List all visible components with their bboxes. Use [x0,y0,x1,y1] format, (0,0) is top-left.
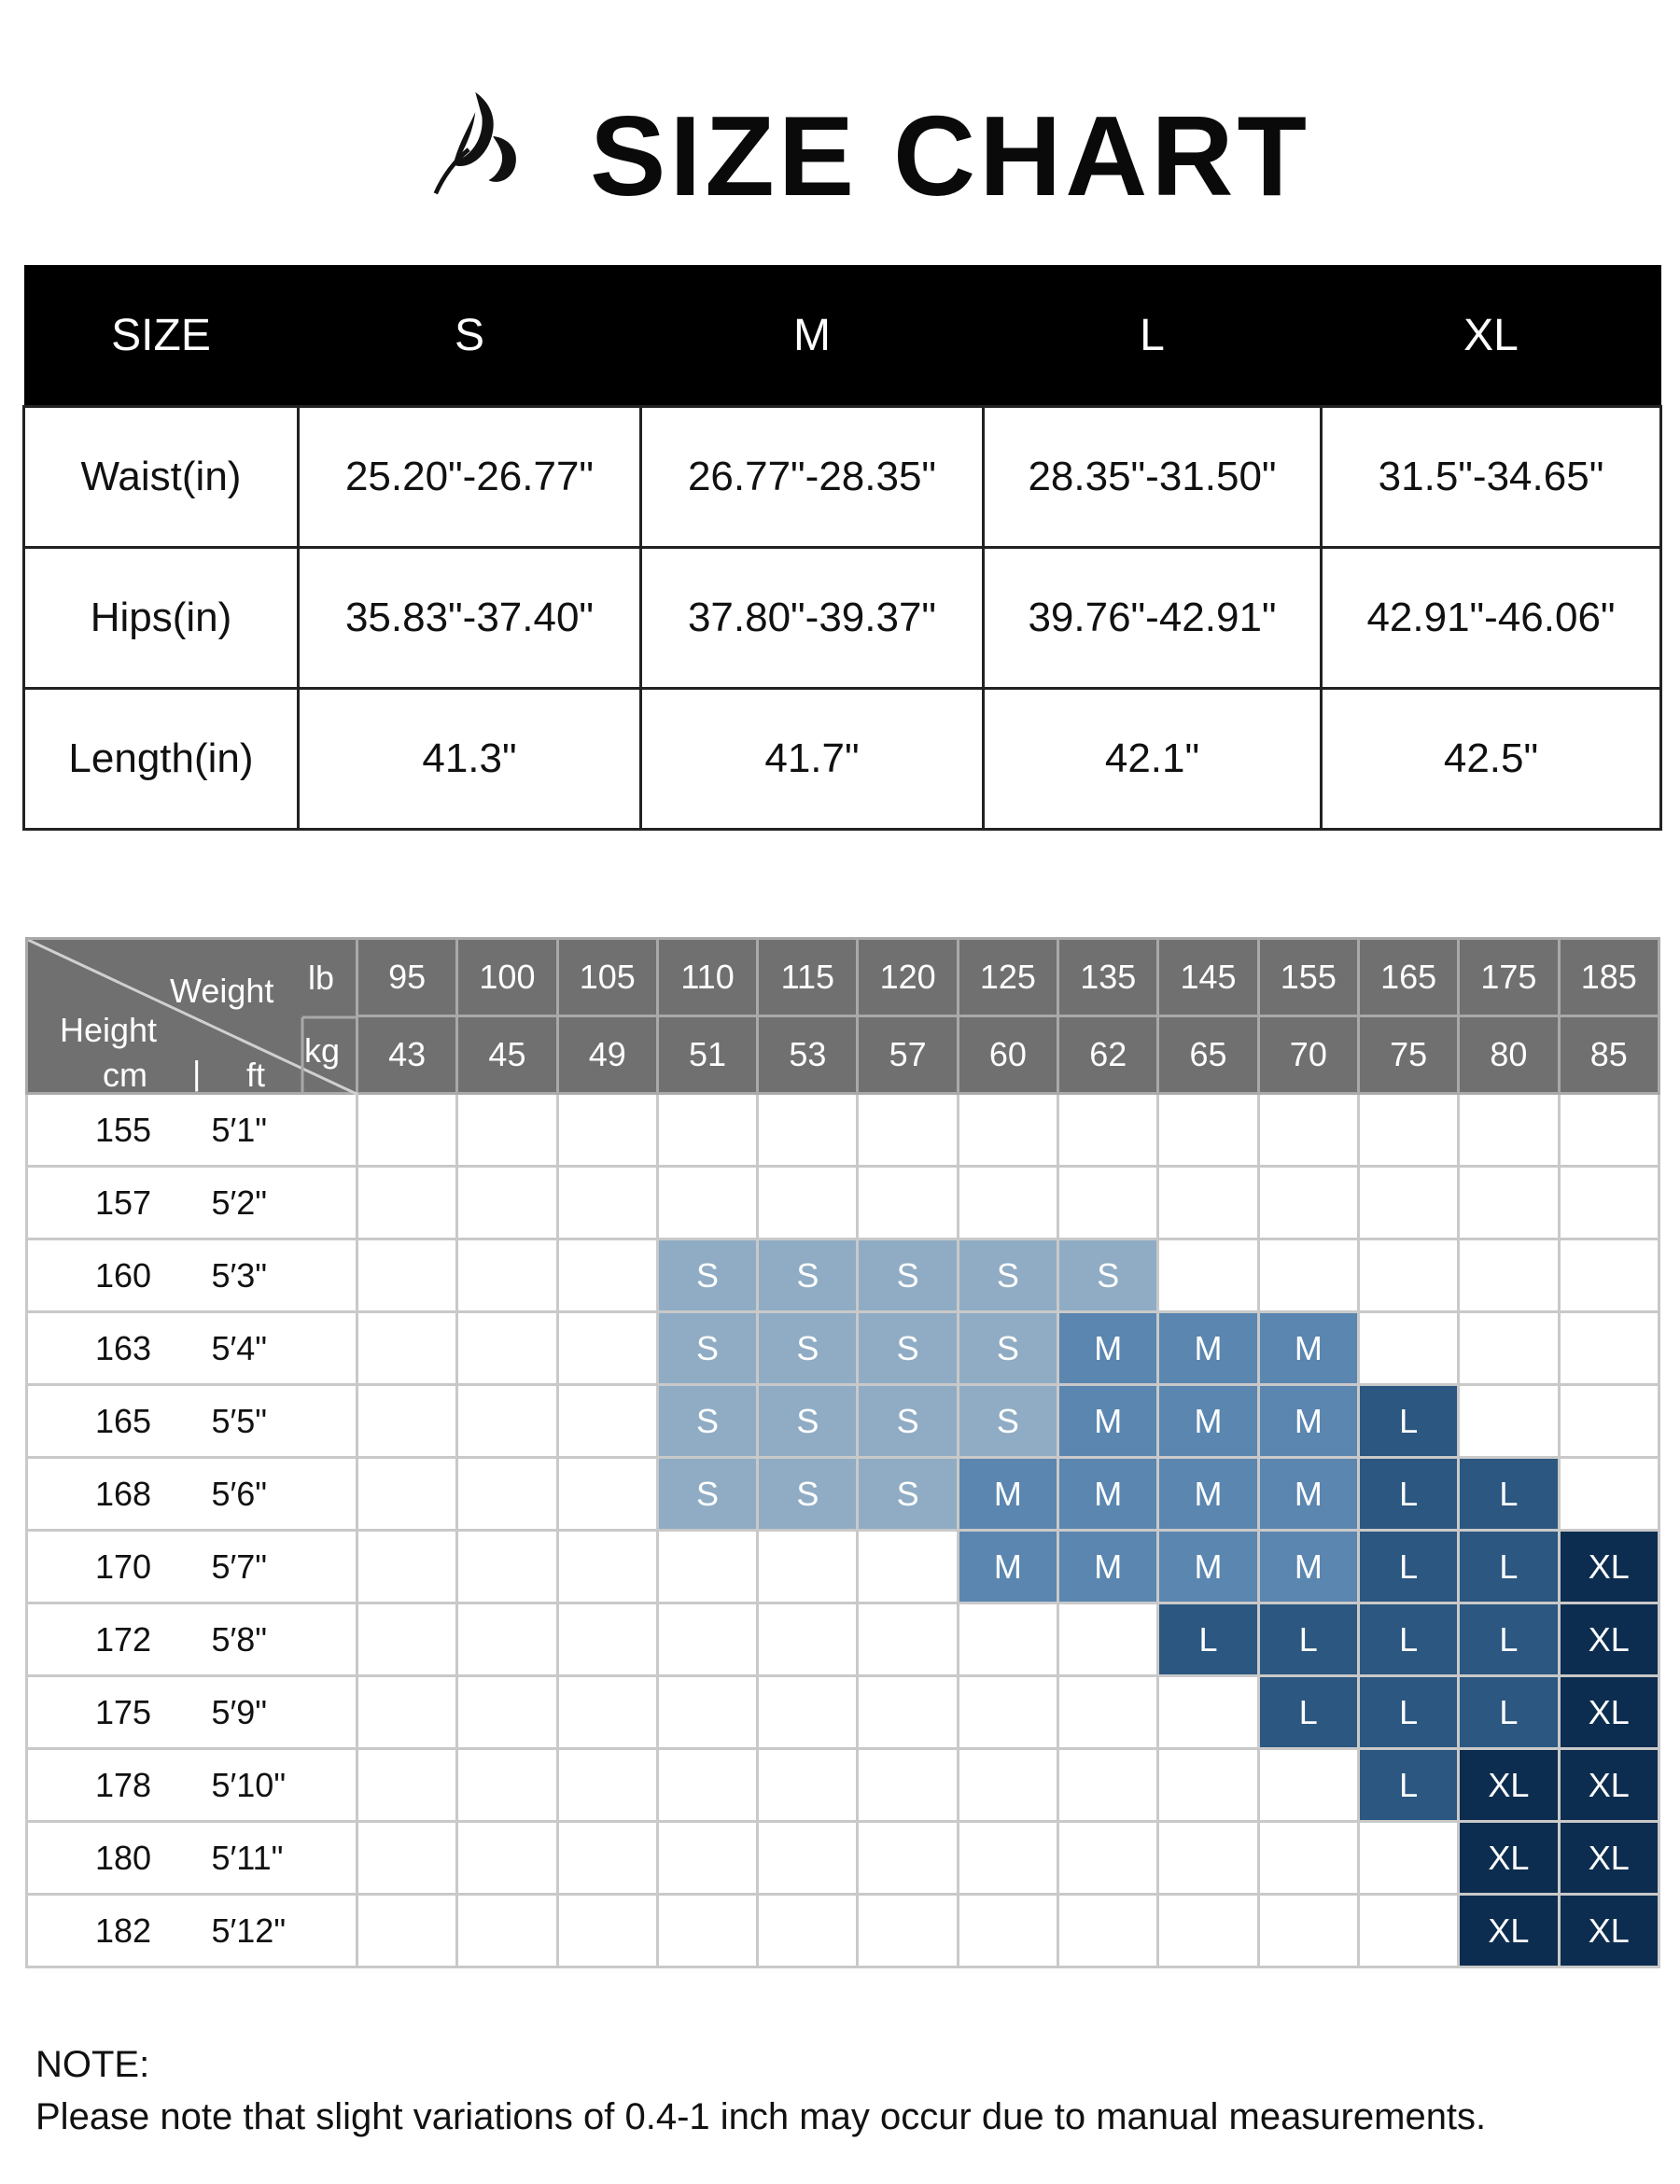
empty-cell [457,1312,557,1385]
empty-cell [357,1239,457,1312]
empty-cell [357,1458,457,1531]
size-cell-l: L [1459,1676,1559,1749]
size-cell-l: L [1358,1458,1458,1531]
size-cell-l: L [1358,1676,1458,1749]
empty-cell [1258,1239,1358,1312]
empty-cell [557,1676,657,1749]
empty-cell [457,1094,557,1167]
empty-cell [758,1094,858,1167]
size-cell-s: S [657,1312,757,1385]
height-row [27,1531,1659,1603]
empty-cell [1158,1895,1258,1967]
empty-cell [1258,1822,1358,1895]
empty-cell [1058,1676,1158,1749]
weight-kg-cell: 57 [858,1016,958,1094]
height-cm-label: 163 [27,1312,301,1385]
empty-cell [657,1676,757,1749]
height-row [27,1094,1659,1167]
weight-kg-cell: 75 [1358,1016,1458,1094]
empty-cell [657,1167,757,1239]
weight-lb-cell: 105 [557,939,657,1016]
empty-cell [457,1239,557,1312]
empty-cell [958,1895,1057,1967]
weight-kg-cell: 43 [357,1016,457,1094]
empty-cell [657,1749,757,1822]
header [0,65,1680,261]
size-cell-l: L [1158,1603,1258,1676]
weight-lb-cell: 175 [1459,939,1559,1016]
weight-lb-cell: 95 [357,939,457,1016]
empty-cell [557,1749,657,1822]
height-ft-label: 5′6" [212,1458,268,1531]
weight-kg-cell: 53 [758,1016,858,1094]
weight-kg-cell: 80 [1459,1016,1559,1094]
size-cell-m: M [1158,1385,1258,1458]
empty-cell [758,1603,858,1676]
size-cell-m: M [1058,1458,1158,1531]
corner-separator: | [192,1054,202,1092]
size-cell-m: M [1258,1531,1358,1603]
size-cell-s: S [758,1385,858,1458]
size-cell-m: M [1158,1531,1258,1603]
weight-kg-cell: 49 [557,1016,657,1094]
table-cell: 35.83"-37.40" [299,548,641,689]
empty-cell [557,1822,657,1895]
height-row [27,1385,1659,1458]
size-cell-s: S [657,1458,757,1531]
height-cm-label: 172 [27,1603,301,1676]
table-cell: 41.3" [299,689,641,830]
empty-cell [1258,1094,1358,1167]
empty-cell [357,1531,457,1603]
weight-kg-cell: 62 [1058,1016,1158,1094]
height-cm-label: 182 [27,1895,301,1967]
note-block [35,2038,1486,2143]
empty-cell [457,1385,557,1458]
empty-cell [1459,1167,1559,1239]
empty-cell [557,1239,657,1312]
empty-cell [1258,1895,1358,1967]
height-row [27,1822,1659,1895]
empty-cell [457,1167,557,1239]
size-cell-m: M [958,1458,1057,1531]
height-cm-label: 175 [27,1676,301,1749]
height-row [27,1603,1659,1676]
size-cell-s: S [958,1385,1057,1458]
empty-cell [1459,1239,1559,1312]
empty-cell [457,1895,557,1967]
empty-cell [1358,1312,1458,1385]
empty-cell [1158,1822,1258,1895]
size-cell-m: M [1258,1312,1358,1385]
table-cell: 42.91"-46.06" [1322,548,1661,689]
empty-cell [1058,1895,1158,1967]
empty-cell [1158,1239,1258,1312]
size-cell-l: L [1358,1603,1458,1676]
empty-cell [758,1749,858,1822]
size-cell-m: M [1058,1312,1158,1385]
empty-cell [1058,1749,1158,1822]
empty-cell [758,1167,858,1239]
height-row [27,1676,1659,1749]
page-title: SIZE CHART [590,92,1310,219]
size-cell-l: L [1459,1531,1559,1603]
empty-cell [858,1094,958,1167]
table-cell: 39.76"-42.91" [984,548,1322,689]
size-cell-xl: XL [1459,1895,1559,1967]
size-cell-l: L [1358,1749,1458,1822]
empty-cell [557,1094,657,1167]
empty-cell [1559,1239,1659,1312]
corner-weight-label: Weight [170,972,274,1010]
empty-cell [758,1895,858,1967]
height-row [27,1895,1659,1967]
empty-cell [357,1385,457,1458]
empty-cell [1258,1749,1358,1822]
size-cell-xl: XL [1559,1749,1659,1822]
empty-cell [1559,1167,1659,1239]
weight-kg-cell: 45 [457,1016,557,1094]
size-cell-m: M [1258,1458,1358,1531]
height-cm-label: 155 [27,1094,301,1167]
empty-cell [1358,1167,1458,1239]
size-cell-s: S [657,1239,757,1312]
height-row [27,1458,1659,1531]
corner-ft-label: ft [246,1056,266,1094]
empty-cell [1459,1385,1559,1458]
size-header-l: L [984,265,1322,407]
empty-cell [1559,1385,1659,1458]
height-row [27,1167,1659,1239]
weight-kg-cell: 51 [657,1016,757,1094]
size-cell-s: S [1058,1239,1158,1312]
row-label: Length(in) [24,689,299,830]
weight-kg-cell: 70 [1258,1016,1358,1094]
corner-cm-label: cm [103,1056,147,1094]
table-cell: 26.77"-28.35" [641,407,984,548]
size-cell-s: S [758,1239,858,1312]
weight-lb-cell: 145 [1158,939,1258,1016]
empty-cell [457,1458,557,1531]
empty-cell [357,1895,457,1967]
table-cell: 37.80"-39.37" [641,548,984,689]
height-cm-label: 160 [27,1239,301,1312]
empty-cell [1358,1895,1458,1967]
empty-cell [457,1676,557,1749]
empty-cell [557,1458,657,1531]
size-cell-m: M [1158,1312,1258,1385]
size-cell-s: S [858,1312,958,1385]
empty-cell [357,1094,457,1167]
size-cell-xl: XL [1459,1749,1559,1822]
row-label: Hips(in) [24,548,299,689]
empty-cell [958,1676,1057,1749]
size-cell-m: M [958,1531,1057,1603]
empty-cell [858,1895,958,1967]
empty-cell [1358,1239,1458,1312]
empty-cell [457,1531,557,1603]
empty-cell [357,1822,457,1895]
table-cell: 25.20"-26.77" [299,407,641,548]
empty-cell [557,1312,657,1385]
weight-kg-cell: 65 [1158,1016,1258,1094]
hips-row [24,548,1661,689]
empty-cell [1559,1458,1659,1531]
empty-cell [557,1895,657,1967]
empty-cell [557,1385,657,1458]
weight-lb-cell: 165 [1358,939,1458,1016]
note-label: NOTE: [35,2044,150,2085]
brand-logo-icon [425,88,535,198]
size-header-m: M [641,265,984,407]
empty-cell [357,1603,457,1676]
empty-cell [758,1676,858,1749]
height-ft-label: 5′12" [212,1895,268,1967]
empty-cell [357,1167,457,1239]
empty-cell [457,1822,557,1895]
size-cell-s: S [758,1312,858,1385]
empty-cell [958,1603,1057,1676]
size-cell-s: S [958,1312,1057,1385]
weight-lb-row [27,939,1659,1016]
empty-cell [557,1531,657,1603]
weight-lb-cell: 115 [758,939,858,1016]
empty-cell [1158,1676,1258,1749]
empty-cell [657,1531,757,1603]
note-text: Please note that slight variations of 0.4-1 inch may occur due to manual measurements. [35,2096,1487,2137]
empty-cell [1358,1094,1458,1167]
height-row [27,1749,1659,1822]
empty-cell [958,1167,1057,1239]
size-cell-l: L [1459,1458,1559,1531]
size-cell-xl: XL [1559,1603,1659,1676]
size-cell-s: S [858,1458,958,1531]
size-cell-s: S [657,1385,757,1458]
size-header-row [24,265,1661,407]
weight-lb-cell: 100 [457,939,557,1016]
height-ft-label: 5′7" [212,1531,268,1603]
empty-cell [657,1094,757,1167]
size-cell-m: M [1058,1531,1158,1603]
empty-cell [958,1749,1057,1822]
size-cell-s: S [858,1385,958,1458]
empty-cell [858,1676,958,1749]
size-cell-m: M [1058,1385,1158,1458]
table-cell: 31.5"-34.65" [1322,407,1661,548]
size-cell-m: M [1258,1385,1358,1458]
empty-cell [1058,1094,1158,1167]
empty-cell [357,1312,457,1385]
height-ft-label: 5′8" [212,1603,268,1676]
height-ft-label: 5′5" [212,1385,268,1458]
table-cell: 42.5" [1322,689,1661,830]
empty-cell [958,1094,1057,1167]
size-cell-s: S [758,1458,858,1531]
empty-cell [657,1895,757,1967]
height-cm-label: 165 [27,1385,301,1458]
corner-height-label: Height [60,1011,158,1049]
size-cell-xl: XL [1559,1895,1659,1967]
empty-cell [1158,1167,1258,1239]
weight-kg-cell: 60 [958,1016,1057,1094]
height-ft-label: 5′10" [212,1749,268,1822]
table-cell: 41.7" [641,689,984,830]
empty-cell [457,1603,557,1676]
size-header-xl: XL [1322,265,1661,407]
size-measurement-table [22,265,1662,831]
table-cell: 42.1" [984,689,1322,830]
empty-cell [557,1167,657,1239]
empty-cell [457,1749,557,1822]
size-cell-xl: XL [1559,1676,1659,1749]
empty-cell [1058,1822,1158,1895]
size-header-s: S [299,265,641,407]
grid-corner-header [27,939,357,1094]
size-cell-l: L [1459,1603,1559,1676]
height-cm-label: 178 [27,1749,301,1822]
empty-cell [357,1676,457,1749]
size-cell-l: L [1358,1385,1458,1458]
empty-cell [1459,1312,1559,1385]
height-ft-label: 5′4" [212,1312,268,1385]
height-cm-label: 168 [27,1458,301,1531]
weight-lb-cell: 185 [1559,939,1659,1016]
size-cell-m: M [1158,1458,1258,1531]
weight-lb-cell: 110 [657,939,757,1016]
empty-cell [1058,1167,1158,1239]
corner-lb-label: lb [308,959,335,997]
empty-cell [758,1822,858,1895]
height-ft-label: 5′9" [212,1676,268,1749]
waist-row [24,407,1661,548]
height-row [27,1239,1659,1312]
empty-cell [1258,1167,1358,1239]
height-weight-fit-grid [25,937,1660,1968]
weight-lb-cell: 120 [858,939,958,1016]
empty-cell [1358,1822,1458,1895]
height-cm-label: 180 [27,1822,301,1895]
height-ft-label: 5′1" [212,1094,268,1167]
weight-lb-cell: 125 [958,939,1057,1016]
height-cm-label: 170 [27,1531,301,1603]
corner-kg-label: kg [304,1031,341,1070]
empty-cell [858,1749,958,1822]
empty-cell [858,1603,958,1676]
size-cell-l: L [1358,1531,1458,1603]
size-cell-s: S [858,1239,958,1312]
empty-cell [657,1822,757,1895]
height-row [27,1312,1659,1385]
empty-cell [858,1167,958,1239]
table-cell: 28.35"-31.50" [984,407,1322,548]
height-ft-label: 5′2" [212,1167,268,1239]
empty-cell [1058,1603,1158,1676]
empty-cell [557,1603,657,1676]
empty-cell [1158,1749,1258,1822]
weight-lb-cell: 135 [1058,939,1158,1016]
size-cell-s: S [958,1239,1057,1312]
empty-cell [1459,1094,1559,1167]
row-label: Waist(in) [24,407,299,548]
size-cell-xl: XL [1559,1531,1659,1603]
weight-kg-cell: 85 [1559,1016,1659,1094]
height-cm-label: 157 [27,1167,301,1239]
size-cell-xl: XL [1559,1822,1659,1895]
height-ft-label: 5′11" [212,1822,268,1895]
empty-cell [657,1603,757,1676]
height-ft-label: 5′3" [212,1239,268,1312]
empty-cell [858,1531,958,1603]
length-row [24,689,1661,830]
size-cell-l: L [1258,1603,1358,1676]
empty-cell [1158,1094,1258,1167]
size-header-label: SIZE [24,265,299,407]
size-cell-xl: XL [1459,1822,1559,1895]
empty-cell [1559,1094,1659,1167]
size-cell-l: L [1258,1676,1358,1749]
empty-cell [1559,1312,1659,1385]
empty-cell [758,1531,858,1603]
weight-lb-cell: 155 [1258,939,1358,1016]
empty-cell [357,1749,457,1822]
empty-cell [958,1822,1057,1895]
empty-cell [858,1822,958,1895]
